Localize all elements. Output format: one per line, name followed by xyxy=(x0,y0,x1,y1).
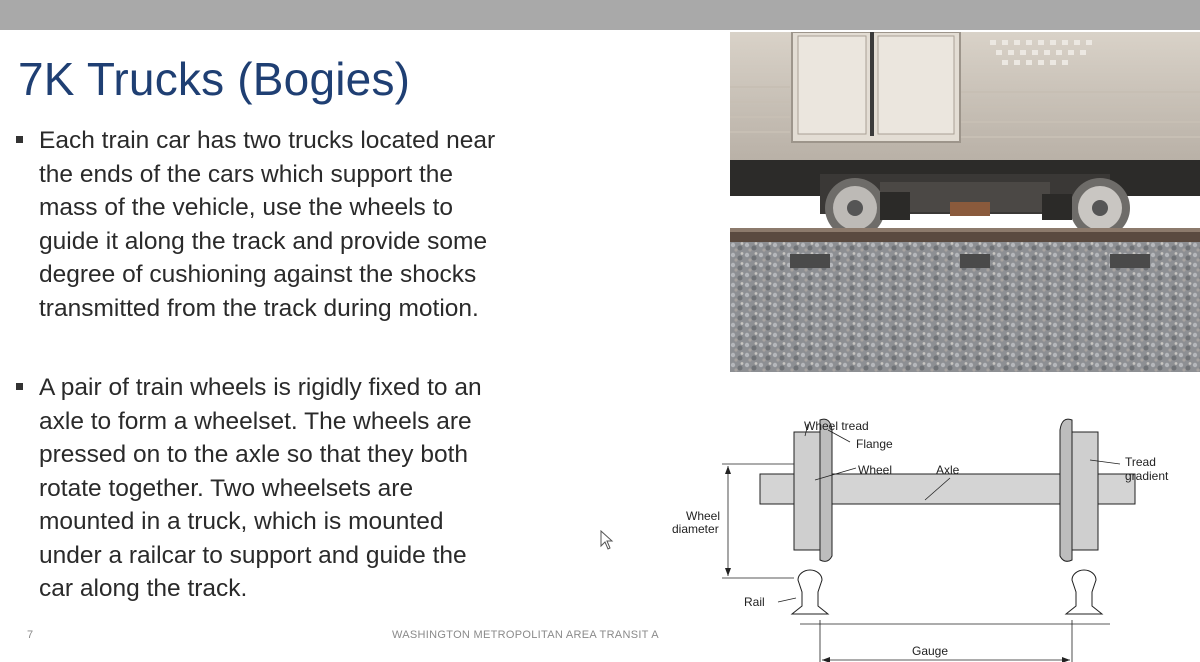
label-wheel-diameter-line2: diameter xyxy=(672,522,719,536)
window-top-bar xyxy=(0,0,1200,30)
label-tread-gradient-line1: Tread xyxy=(1125,455,1156,469)
label-wheel: Wheel xyxy=(858,463,893,477)
bullet-line: mass of the vehicle, use the wheels to xyxy=(39,194,453,221)
label-rail: Rail xyxy=(744,595,765,609)
slide-page-number: 7 xyxy=(27,629,34,641)
label-wheel-diameter-line1: Wheel xyxy=(686,509,721,523)
bullet-square-icon xyxy=(16,136,23,143)
bullet-line: transmitted from the track during motion. xyxy=(39,294,479,322)
bullet-line: under a railcar to support and guide the xyxy=(39,541,467,569)
mouse-cursor-icon xyxy=(600,530,614,550)
slide-title: 7K Trucks (Bogies) xyxy=(18,53,411,105)
bullet-line: A pair of train wheels is rigidly fixed to an xyxy=(39,374,482,401)
slide-footer-organization: WASHINGTON METROPOLITAN AREA TRANSIT A xyxy=(392,629,659,641)
label-flange: Flange xyxy=(856,437,893,451)
bullet-wheelsets xyxy=(16,371,586,606)
bullet-line: mounted in a truck, which is mounted xyxy=(39,508,444,535)
bullet-square-icon xyxy=(16,383,23,390)
bullet-line: Each train car has two trucks located near xyxy=(39,127,496,154)
label-axle: Axle xyxy=(936,463,960,477)
bullet-line: axle to form a wheelset. The wheels are xyxy=(39,407,472,435)
bullet-line: rotate together. Two wheelsets are xyxy=(39,474,414,502)
bullet-line: pressed on to the axle so that they both xyxy=(39,441,469,468)
label-gauge: Gauge xyxy=(912,644,949,658)
presentation-slide xyxy=(0,30,1200,662)
bullet-line: guide it along the track and provide some xyxy=(39,227,488,255)
label-wheel-tread: Wheel tread xyxy=(804,419,869,433)
label-tread-gradient-line2: gradient xyxy=(1125,469,1169,483)
bullet-trucks xyxy=(16,124,586,325)
wheelset-diagram xyxy=(660,380,1200,662)
bullet-line: the ends of the cars which support the xyxy=(39,160,454,188)
bullet-line: car along the track. xyxy=(39,575,248,602)
railcar-truck-photo xyxy=(730,32,1200,372)
bullet-line: degree of cushioning against the shocks xyxy=(39,261,477,288)
